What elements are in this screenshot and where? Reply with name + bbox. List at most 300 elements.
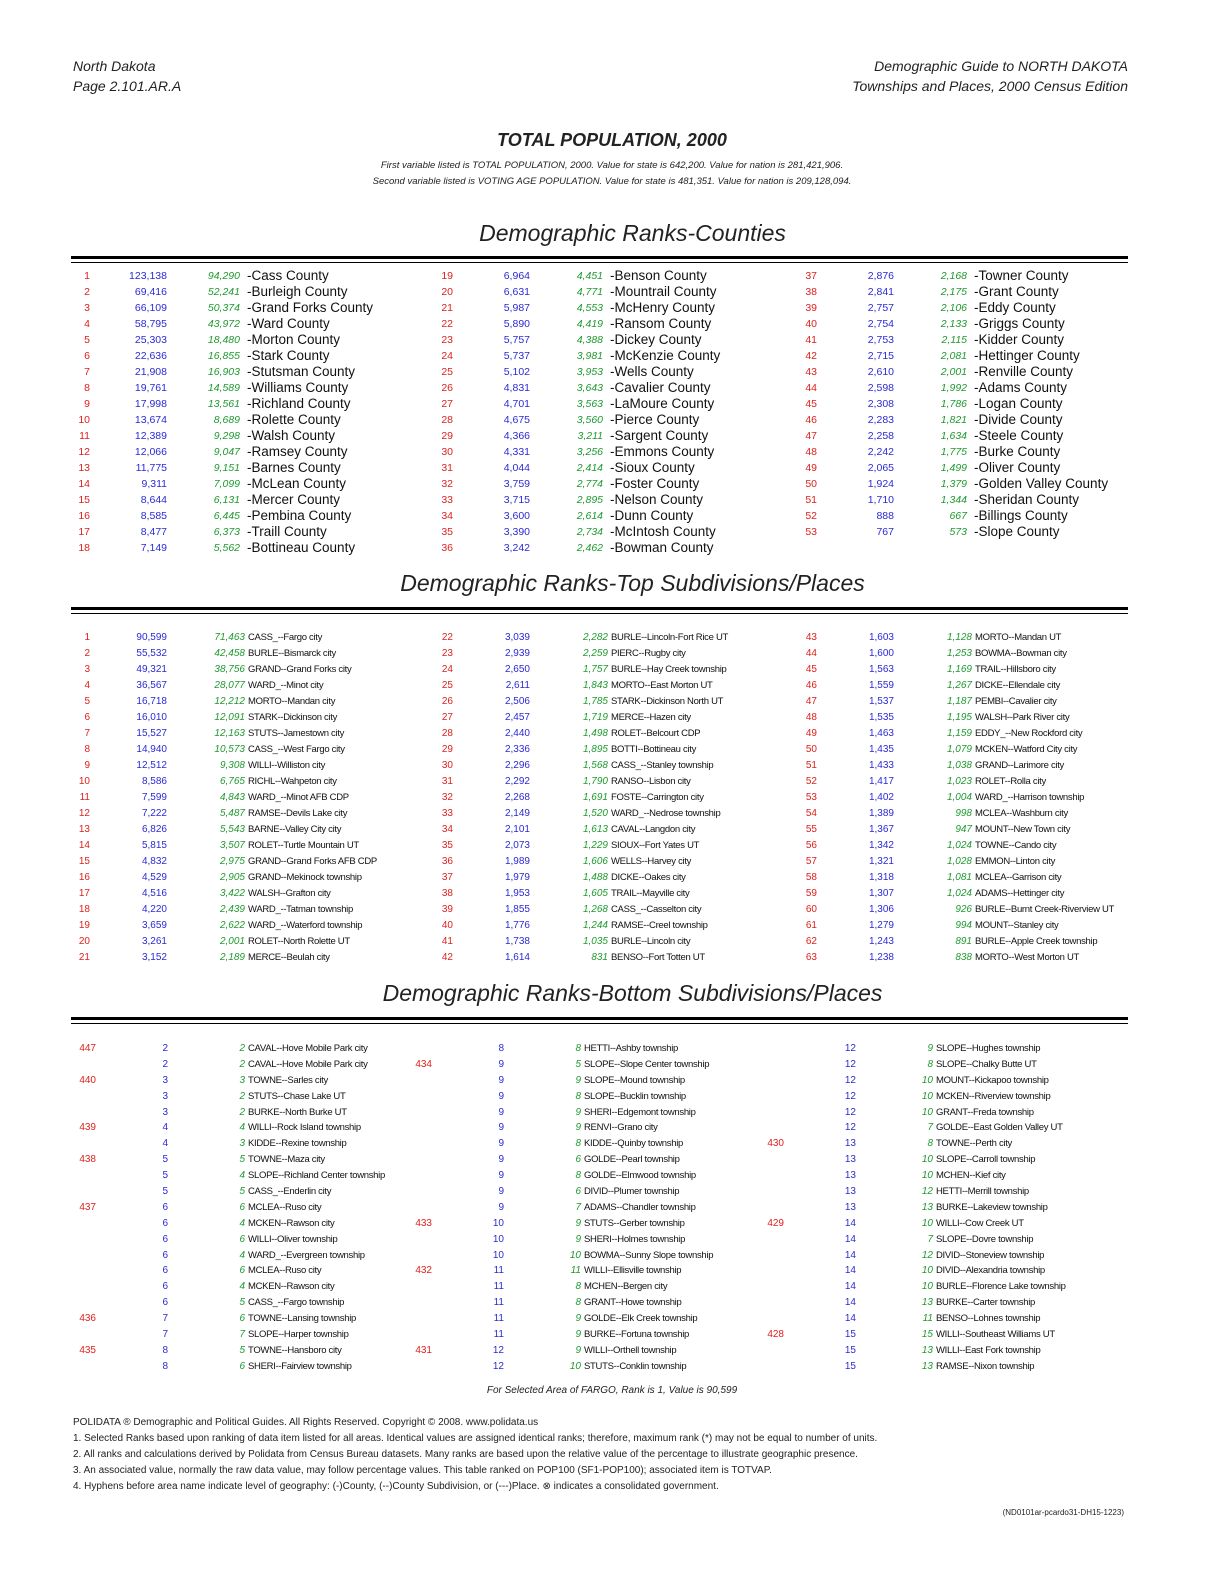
rank-cell: 32 bbox=[441, 478, 453, 490]
rank-cell: 34 bbox=[441, 824, 453, 835]
area-name-cell: SLOPE--Bucklin township bbox=[584, 1090, 686, 1102]
area-name-cell: WALSH--Grafton city bbox=[248, 888, 331, 899]
rank-cell: 35 bbox=[441, 840, 453, 851]
area-name-cell: STARK--Dickinson city bbox=[248, 712, 338, 723]
voting-age-cell: 1,079 bbox=[946, 744, 972, 755]
area-name-cell: TOWNE--Maza city bbox=[248, 1154, 325, 1166]
footnote-1: 1. Selected Ranks based upon ranking of data item listed for all areas. Identical values are assigned identical ranks; therefore, maximum rank (*) may not be equal to number of units. bbox=[73, 1433, 878, 1444]
voting-age-cell: 2,001 bbox=[219, 936, 245, 947]
voting-age-cell: 1,244 bbox=[582, 920, 608, 931]
population-cell: 5 bbox=[162, 1154, 168, 1166]
rank-cell: 8 bbox=[84, 744, 90, 755]
area-name-cell: DIVID--Alexandria township bbox=[936, 1265, 1045, 1277]
voting-age-cell: 1,187 bbox=[946, 696, 972, 707]
rank-cell: 433 bbox=[415, 1217, 432, 1229]
area-name-cell: WILLI--Orthell township bbox=[584, 1344, 677, 1356]
population-cell: 4 bbox=[162, 1122, 168, 1134]
area-name-cell: -Billings County bbox=[974, 508, 1068, 523]
rank-cell: 25 bbox=[441, 680, 453, 691]
voting-age-cell: 1,195 bbox=[946, 712, 972, 723]
rank-cell: 5 bbox=[84, 334, 90, 346]
population-cell: 3,659 bbox=[141, 920, 167, 931]
area-name-cell: WILLI--Southeast Williams UT bbox=[936, 1329, 1055, 1341]
population-cell: 21,908 bbox=[134, 366, 167, 378]
rank-cell: 49 bbox=[805, 728, 817, 739]
area-name-cell: BURKE--Carter township bbox=[936, 1297, 1035, 1309]
population-cell: 1,563 bbox=[868, 664, 894, 675]
voting-age-cell: 9 bbox=[575, 1313, 581, 1325]
rank-cell: 439 bbox=[79, 1122, 96, 1134]
area-name-cell: CASS_--Fargo city bbox=[248, 632, 323, 643]
area-name-cell: -Renville County bbox=[974, 364, 1074, 379]
rank-cell: 37 bbox=[805, 270, 817, 282]
population-cell: 1,243 bbox=[868, 936, 894, 947]
population-cell: 5,987 bbox=[503, 302, 530, 314]
area-name-cell: MCLEA--Garrison city bbox=[975, 872, 1062, 883]
area-name-cell: -Cavalier County bbox=[610, 380, 711, 395]
voting-age-cell: 947 bbox=[955, 824, 972, 835]
area-name-cell: FOSTE--Carrington city bbox=[611, 792, 704, 803]
rank-cell: 7 bbox=[84, 366, 90, 378]
population-cell: 1,600 bbox=[868, 648, 894, 659]
area-name-cell: TOWNE--Sarles city bbox=[248, 1074, 328, 1086]
population-cell: 1,389 bbox=[868, 808, 894, 819]
rank-cell: 33 bbox=[441, 494, 453, 506]
population-cell: 14,940 bbox=[136, 744, 167, 755]
area-name-cell: BURKE--Fortuna township bbox=[584, 1329, 690, 1341]
rank-cell: 3 bbox=[84, 302, 90, 314]
voting-age-cell: 1,775 bbox=[940, 446, 967, 458]
area-name-cell: MCHEN--Bergen city bbox=[584, 1281, 668, 1293]
rank-cell: 11 bbox=[79, 792, 90, 803]
voting-age-cell: 2,133 bbox=[940, 318, 967, 330]
rank-cell: 15 bbox=[78, 856, 90, 867]
area-name-cell: SLOPE--Harper township bbox=[248, 1329, 349, 1341]
population-cell: 3,759 bbox=[503, 478, 530, 490]
voting-age-cell: 9 bbox=[575, 1106, 581, 1118]
voting-age-cell: 71,463 bbox=[214, 632, 245, 643]
rank-cell: 36 bbox=[441, 856, 453, 867]
population-cell: 36,567 bbox=[136, 680, 167, 691]
population-cell: 58,795 bbox=[134, 318, 167, 330]
voting-age-cell: 18,480 bbox=[207, 334, 240, 346]
voting-age-cell: 10 bbox=[569, 1360, 581, 1372]
population-cell: 3,600 bbox=[503, 510, 530, 522]
voting-age-cell: 1,379 bbox=[940, 478, 967, 490]
subtitle-second-variable: Second variable listed is VOTING AGE POPULATION. Value for state is 481,351. Value for nation is 209,128,094. bbox=[372, 176, 852, 187]
area-name-cell: -Ward County bbox=[247, 316, 330, 331]
voting-age-cell: 1,634 bbox=[940, 430, 967, 442]
population-cell: 12 bbox=[844, 1090, 856, 1102]
area-name-cell: -Slope County bbox=[974, 524, 1060, 539]
voting-age-cell: 2,115 bbox=[941, 334, 967, 346]
voting-age-cell: 28,077 bbox=[214, 680, 245, 691]
area-name-cell: GOLDE--Elk Creek township bbox=[584, 1313, 698, 1325]
voting-age-cell: 4,843 bbox=[219, 792, 245, 803]
population-cell: 2,754 bbox=[867, 318, 894, 330]
voting-age-cell: 573 bbox=[949, 526, 967, 538]
population-cell: 2,598 bbox=[867, 382, 894, 394]
area-name-cell: STUTS--Gerber township bbox=[584, 1217, 685, 1229]
population-cell: 8,586 bbox=[141, 776, 167, 787]
population-cell: 2,610 bbox=[867, 366, 894, 378]
rank-cell: 7 bbox=[84, 728, 90, 739]
rank-cell: 56 bbox=[805, 840, 817, 851]
population-cell: 888 bbox=[876, 510, 894, 522]
population-cell: 1,306 bbox=[868, 904, 894, 915]
rank-cell: 19 bbox=[78, 920, 90, 931]
area-name-cell: BURKE--North Burke UT bbox=[248, 1106, 347, 1118]
area-name-cell: -Griggs County bbox=[974, 316, 1065, 331]
rank-cell: 435 bbox=[79, 1344, 96, 1356]
voting-age-cell: 2,189 bbox=[219, 952, 245, 963]
voting-age-cell: 1,613 bbox=[582, 824, 608, 835]
rank-cell: 45 bbox=[805, 398, 817, 410]
section-rule-thin bbox=[71, 613, 1128, 614]
area-name-cell: SLOPE--Mound township bbox=[584, 1074, 685, 1086]
rank-cell: 18 bbox=[78, 904, 90, 915]
population-cell: 2 bbox=[162, 1058, 168, 1070]
voting-age-cell: 1,785 bbox=[582, 696, 608, 707]
voting-age-cell: 8 bbox=[575, 1297, 581, 1309]
population-cell: 12,389 bbox=[134, 430, 167, 442]
area-name-cell: WILLI--Ellisville township bbox=[584, 1265, 682, 1277]
population-cell: 6 bbox=[162, 1217, 168, 1229]
voting-age-cell: 994 bbox=[955, 920, 972, 931]
area-name-cell: -Williams County bbox=[247, 380, 349, 395]
population-cell: 3 bbox=[162, 1090, 168, 1102]
voting-age-cell: 42,458 bbox=[214, 648, 245, 659]
voting-age-cell: 1,035 bbox=[582, 936, 608, 947]
population-cell: 90,599 bbox=[136, 632, 167, 643]
area-name-cell: -Oliver County bbox=[974, 460, 1061, 475]
rank-cell: 440 bbox=[79, 1074, 96, 1086]
area-name-cell: TRAIL--Mayville city bbox=[611, 888, 690, 899]
population-cell: 2,283 bbox=[867, 414, 894, 426]
population-cell: 66,109 bbox=[134, 302, 167, 314]
rank-cell: 46 bbox=[805, 414, 817, 426]
voting-age-cell: 1,488 bbox=[582, 872, 608, 883]
area-name-cell: WILLI--Rock Island township bbox=[248, 1122, 361, 1134]
population-cell: 16,010 bbox=[136, 712, 167, 723]
population-cell: 6 bbox=[162, 1233, 168, 1245]
voting-age-cell: 1,786 bbox=[940, 398, 967, 410]
population-cell: 6,964 bbox=[503, 270, 530, 282]
area-name-cell: BURLE--Bismarck city bbox=[248, 648, 336, 659]
population-cell: 2,101 bbox=[504, 824, 530, 835]
rank-cell: 17 bbox=[78, 888, 90, 899]
area-name-cell: MOUNT--Kickapoo township bbox=[936, 1074, 1049, 1086]
voting-age-cell: 1,169 bbox=[946, 664, 972, 675]
voting-age-cell: 1,520 bbox=[582, 808, 608, 819]
population-cell: 55,532 bbox=[136, 648, 167, 659]
area-name-cell: -Burke County bbox=[974, 444, 1061, 459]
voting-age-cell: 11 bbox=[922, 1313, 933, 1325]
area-name-cell: HETTI--Ashby township bbox=[584, 1043, 679, 1054]
voting-age-cell: 8 bbox=[927, 1138, 933, 1150]
voting-age-cell: 6,373 bbox=[213, 526, 240, 538]
area-name-cell: CAVAL--Hove Mobile Park city bbox=[248, 1043, 368, 1054]
rank-cell: 62 bbox=[805, 936, 817, 947]
voting-age-cell: 3,422 bbox=[219, 888, 245, 899]
voting-age-cell: 2,259 bbox=[582, 648, 608, 659]
voting-age-cell: 7 bbox=[239, 1329, 245, 1341]
population-cell: 11 bbox=[493, 1265, 504, 1277]
population-cell: 4,331 bbox=[503, 446, 530, 458]
area-name-cell: -Rolette County bbox=[247, 412, 341, 427]
voting-age-cell: 14,589 bbox=[207, 382, 240, 394]
population-cell: 3,242 bbox=[503, 542, 530, 554]
population-cell: 3 bbox=[162, 1074, 168, 1086]
section-rule bbox=[71, 607, 1128, 610]
area-name-cell: GOLDE--East Golden Valley UT bbox=[936, 1122, 1063, 1134]
voting-age-cell: 2,734 bbox=[576, 526, 603, 538]
area-name-cell: STUTS--Chase Lake UT bbox=[248, 1090, 346, 1102]
population-cell: 1,279 bbox=[868, 920, 894, 931]
section-rule-thin bbox=[71, 262, 1128, 263]
area-name-cell: MERCE--Hazen city bbox=[611, 712, 691, 723]
rank-cell: 4 bbox=[84, 318, 90, 330]
population-cell: 1,989 bbox=[504, 856, 530, 867]
voting-age-cell: 9 bbox=[575, 1074, 581, 1086]
area-name-cell: ADAMS--Chandler township bbox=[584, 1201, 696, 1213]
population-cell: 11 bbox=[493, 1313, 504, 1325]
population-cell: 1,417 bbox=[868, 776, 894, 787]
rank-cell: 29 bbox=[441, 744, 453, 755]
voting-age-cell: 13 bbox=[921, 1297, 933, 1309]
voting-age-cell: 6,445 bbox=[213, 510, 240, 522]
rank-cell: 53 bbox=[805, 526, 817, 538]
population-cell: 13 bbox=[844, 1154, 856, 1166]
population-cell: 2,650 bbox=[504, 664, 530, 675]
area-name-cell: WARD_--Tatman township bbox=[248, 904, 353, 915]
voting-age-cell: 1,028 bbox=[946, 856, 972, 867]
area-name-cell: ROLET--North Rolette UT bbox=[248, 936, 350, 947]
rank-cell: 437 bbox=[79, 1201, 96, 1213]
footnote-3: 3. An associated value, normally the raw data value, may follow percentage values. This table ranked on POP100 (SF1-POP100); associated item is TOTVAP. bbox=[73, 1465, 772, 1476]
population-cell: 767 bbox=[876, 526, 894, 538]
population-cell: 1,924 bbox=[867, 478, 894, 490]
population-cell: 1,738 bbox=[504, 936, 530, 947]
rank-cell: 52 bbox=[805, 510, 817, 522]
rank-cell: 429 bbox=[767, 1217, 784, 1229]
population-cell: 1,979 bbox=[504, 872, 530, 883]
population-cell: 15 bbox=[844, 1360, 856, 1372]
voting-age-cell: 6 bbox=[239, 1233, 245, 1245]
rank-cell: 48 bbox=[805, 712, 817, 723]
rank-cell: 12 bbox=[78, 446, 90, 458]
voting-age-cell: 1,790 bbox=[582, 776, 608, 787]
population-cell: 14 bbox=[844, 1297, 856, 1309]
area-name-cell: MCLEA--Washburn city bbox=[975, 808, 1068, 819]
population-cell: 3,261 bbox=[141, 936, 167, 947]
rank-cell: 55 bbox=[805, 824, 817, 835]
area-name-cell: CASS_--Stanley township bbox=[611, 760, 714, 771]
voting-age-cell: 6 bbox=[239, 1313, 245, 1325]
area-name-cell: -McLean County bbox=[247, 476, 347, 491]
voting-age-cell: 831 bbox=[591, 952, 608, 963]
area-name-cell: -Benson County bbox=[610, 268, 707, 283]
area-name-cell: TRAIL--Hillsboro city bbox=[975, 664, 1056, 675]
population-cell: 7,222 bbox=[141, 808, 167, 819]
rank-cell: 41 bbox=[805, 334, 817, 346]
rank-cell: 26 bbox=[441, 382, 453, 394]
voting-age-cell: 4 bbox=[239, 1281, 245, 1293]
voting-age-cell: 9 bbox=[575, 1122, 581, 1134]
population-cell: 5,737 bbox=[503, 350, 530, 362]
subtitle-first-variable: First variable listed is TOTAL POPULATION, 2000. Value for state is 642,200. Value for nation is 281,421,906. bbox=[380, 160, 844, 171]
voting-age-cell: 4,451 bbox=[576, 270, 603, 282]
rank-cell: 6 bbox=[84, 712, 90, 723]
population-cell: 6,631 bbox=[503, 286, 530, 298]
population-cell: 8,644 bbox=[140, 494, 167, 506]
voting-age-cell: 998 bbox=[955, 808, 972, 819]
area-name-cell: -Sheridan County bbox=[974, 492, 1080, 507]
population-cell: 5 bbox=[162, 1170, 168, 1182]
area-name-cell: SLOPE--Dovre township bbox=[936, 1233, 1034, 1245]
voting-age-cell: 2,895 bbox=[576, 494, 603, 506]
population-cell: 1,559 bbox=[868, 680, 894, 691]
area-name-cell: GOLDE--Pearl township bbox=[584, 1154, 680, 1166]
voting-age-cell: 1,691 bbox=[582, 792, 608, 803]
voting-age-cell: 5 bbox=[239, 1344, 245, 1356]
voting-age-cell: 2 bbox=[239, 1106, 245, 1118]
footnote-4: 4. Hyphens before area name indicate level of geography: (-)County, (--)County Subdivision, or (---)Place. ⊗ indicates a consolidated government. bbox=[73, 1481, 719, 1492]
rank-cell: 28 bbox=[441, 414, 453, 426]
rank-cell: 6 bbox=[84, 350, 90, 362]
area-name-cell: WILLI--Oliver township bbox=[248, 1233, 338, 1245]
section-title-counties: Demographic Ranks-Counties bbox=[479, 220, 786, 246]
area-name-cell: -Sioux County bbox=[610, 460, 695, 475]
population-cell: 2,440 bbox=[504, 728, 530, 739]
rank-cell: 45 bbox=[805, 664, 817, 675]
page-title: TOTAL POPULATION, 2000 bbox=[497, 130, 727, 150]
rank-cell: 434 bbox=[415, 1058, 432, 1070]
population-cell: 14 bbox=[844, 1265, 856, 1277]
population-cell: 2,336 bbox=[504, 744, 530, 755]
rank-cell: 28 bbox=[441, 728, 453, 739]
voting-age-cell: 10 bbox=[921, 1217, 933, 1229]
rank-cell: 42 bbox=[441, 952, 453, 963]
area-name-cell: BOWMA--Bowman city bbox=[975, 648, 1067, 659]
area-name-cell: RANSO--Lisbon city bbox=[611, 776, 691, 787]
voting-age-cell: 9 bbox=[575, 1217, 581, 1229]
population-cell: 13 bbox=[844, 1186, 856, 1198]
population-cell: 7 bbox=[162, 1313, 168, 1325]
rank-cell: 49 bbox=[805, 462, 817, 474]
population-cell: 11,775 bbox=[135, 462, 167, 474]
rank-cell: 20 bbox=[441, 286, 453, 298]
voting-age-cell: 4,553 bbox=[576, 302, 603, 314]
voting-age-cell: 6,765 bbox=[219, 776, 245, 787]
area-name-cell: -Traill County bbox=[247, 524, 327, 539]
population-cell: 25,303 bbox=[134, 334, 167, 346]
voting-age-cell: 12 bbox=[921, 1186, 933, 1198]
rank-cell: 23 bbox=[441, 648, 453, 659]
area-name-cell: BENSO--Lohnes township bbox=[936, 1313, 1041, 1325]
voting-age-cell: 2,001 bbox=[940, 366, 967, 378]
voting-age-cell: 12,091 bbox=[214, 712, 245, 723]
area-name-cell: BURLE--Burnt Creek-Riverview UT bbox=[975, 904, 1115, 915]
voting-age-cell: 10 bbox=[921, 1106, 933, 1118]
area-name-cell: GRAND--Mekinock township bbox=[248, 872, 362, 883]
rank-cell: 9 bbox=[84, 398, 90, 410]
voting-age-cell: 6 bbox=[239, 1201, 245, 1213]
population-cell: 7,599 bbox=[141, 792, 167, 803]
voting-age-cell: 2,622 bbox=[219, 920, 245, 931]
area-name-cell: -Wells County bbox=[610, 364, 694, 379]
voting-age-cell: 6 bbox=[239, 1360, 245, 1372]
area-name-cell: CASS_--West Fargo city bbox=[248, 744, 345, 755]
area-name-cell: SLOPE--Hughes township bbox=[936, 1043, 1041, 1054]
rank-cell: 22 bbox=[441, 318, 453, 330]
population-cell: 12 bbox=[844, 1043, 856, 1054]
population-cell: 4,529 bbox=[141, 872, 167, 883]
area-name-cell: BOTTI--Bottineau city bbox=[611, 744, 697, 755]
rank-cell: 14 bbox=[78, 840, 90, 851]
voting-age-cell: 10 bbox=[921, 1170, 933, 1182]
population-cell: 11 bbox=[493, 1329, 504, 1341]
section-rule bbox=[71, 256, 1128, 259]
population-cell: 1,435 bbox=[868, 744, 894, 755]
area-name-cell: EDDY_--New Rockford city bbox=[975, 728, 1083, 739]
area-name-cell: PIERC--Rugby city bbox=[611, 648, 686, 659]
voting-age-cell: 3,953 bbox=[576, 366, 603, 378]
voting-age-cell: 1,267 bbox=[946, 680, 972, 691]
area-name-cell: MCKEN--Rawson city bbox=[248, 1217, 335, 1229]
area-name-cell: WARD_--Minot AFB CDP bbox=[248, 792, 349, 803]
area-name-cell: -Stark County bbox=[247, 348, 330, 363]
area-name-cell: ROLET--Turtle Mountain UT bbox=[248, 840, 359, 851]
population-cell: 2,308 bbox=[867, 398, 894, 410]
area-name-cell: RENVI--Grano city bbox=[584, 1122, 658, 1134]
area-name-cell: ROLET--Belcourt CDP bbox=[611, 728, 701, 739]
population-cell: 2,876 bbox=[867, 270, 894, 282]
area-name-cell: -Kidder County bbox=[974, 332, 1065, 347]
rank-cell: 21 bbox=[78, 952, 90, 963]
population-cell: 1,776 bbox=[504, 920, 530, 931]
voting-age-cell: 1,128 bbox=[946, 632, 972, 643]
area-name-cell: -McIntosh County bbox=[610, 524, 716, 539]
voting-age-cell: 667 bbox=[949, 510, 967, 522]
area-name-cell: -Dunn County bbox=[610, 508, 694, 523]
population-cell: 13,674 bbox=[134, 414, 167, 426]
area-name-cell: DICKE--Ellendale city bbox=[975, 680, 1061, 691]
population-cell: 11 bbox=[493, 1297, 504, 1309]
voting-age-cell: 2,439 bbox=[219, 904, 245, 915]
area-name-cell: WARD_--Waterford township bbox=[248, 920, 363, 931]
population-cell: 2,715 bbox=[867, 350, 894, 362]
area-name-cell: SLOPE--Chalky Butte UT bbox=[936, 1058, 1037, 1070]
population-cell: 9 bbox=[498, 1074, 504, 1086]
rank-cell: 57 bbox=[805, 856, 817, 867]
area-name-cell: MOUNT--New Town city bbox=[975, 824, 1071, 835]
section-rule bbox=[71, 1017, 1128, 1020]
rank-cell: 44 bbox=[805, 382, 817, 394]
population-cell: 2,457 bbox=[504, 712, 530, 723]
area-name-cell: -Barnes County bbox=[247, 460, 341, 475]
area-name-cell: -Bottineau County bbox=[247, 540, 356, 555]
area-name-cell: -Emmons County bbox=[610, 444, 715, 459]
rank-cell: 54 bbox=[805, 808, 817, 819]
rank-cell: 41 bbox=[441, 936, 453, 947]
voting-age-cell: 6 bbox=[575, 1154, 581, 1166]
voting-age-cell: 3,507 bbox=[219, 840, 245, 851]
rank-cell: 17 bbox=[78, 526, 90, 538]
rank-cell: 33 bbox=[441, 808, 453, 819]
area-name-cell: RAMSE--Devils Lake city bbox=[248, 808, 348, 819]
population-cell: 1,402 bbox=[868, 792, 894, 803]
